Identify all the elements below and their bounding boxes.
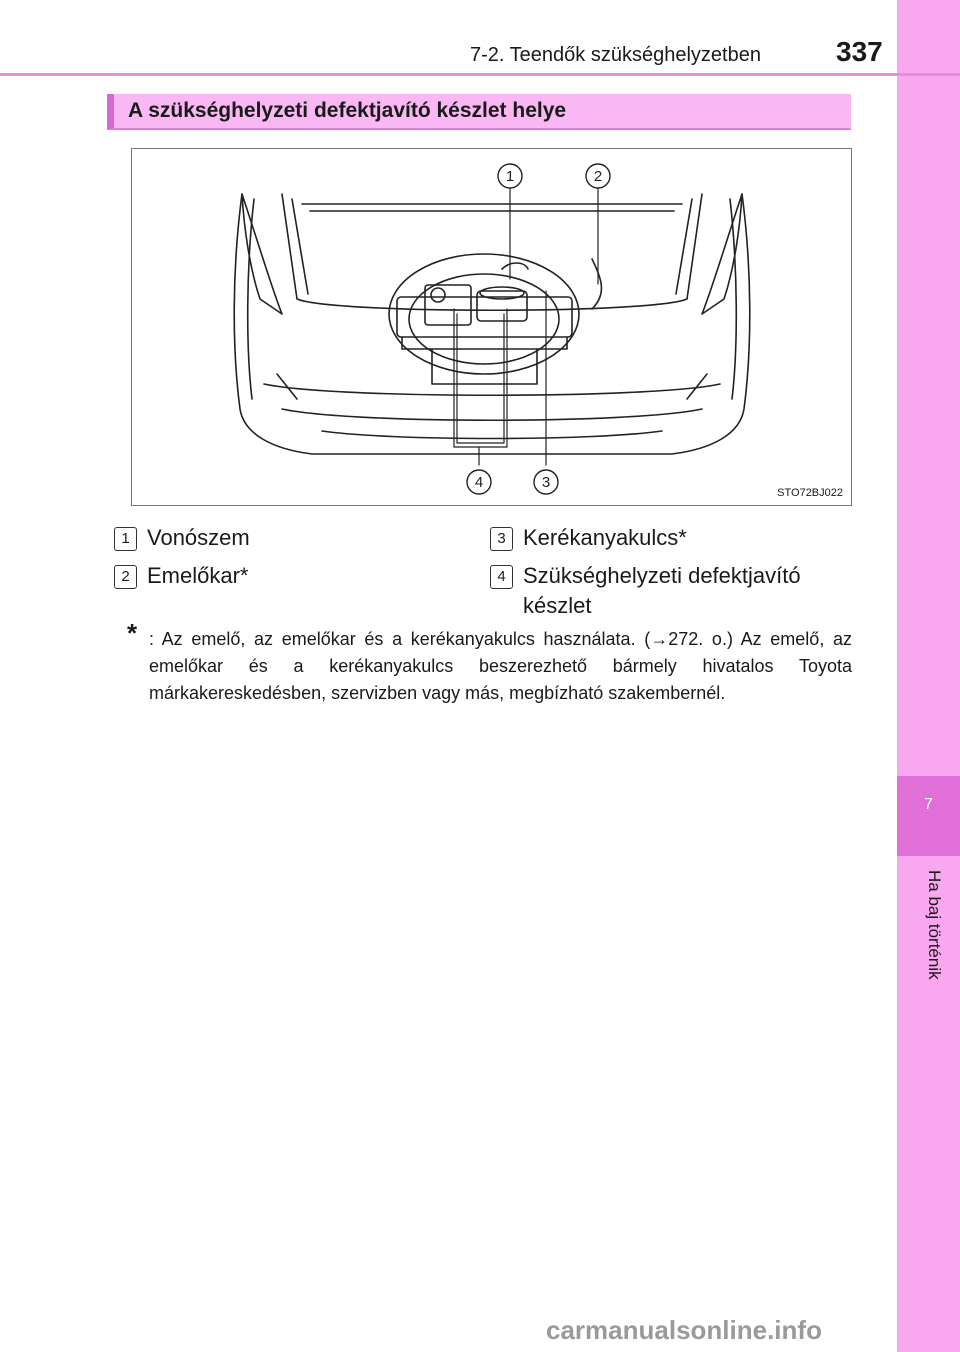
section-heading-bar <box>107 94 851 130</box>
legend-label-2: Emelőkar* <box>147 563 249 588</box>
legend-item-3 <box>490 522 687 554</box>
chapter-number-box <box>897 776 960 856</box>
legend-label-4-line2: készlet <box>523 593 592 618</box>
spare-tire-well <box>389 254 579 374</box>
callout-2-label: 2 <box>593 168 603 185</box>
legend-number-4: 4 <box>490 565 513 589</box>
header-rule <box>0 73 960 76</box>
footnote-marker: * <box>127 618 138 648</box>
legend-item-1 <box>114 522 250 554</box>
legend-label-1: Vonószem <box>147 525 250 550</box>
chapter-title: Ha baj történik <box>925 870 944 980</box>
legend-number-2: 2 <box>114 565 137 589</box>
legend-label-3: Kerékanyakulcs* <box>523 525 687 550</box>
trunk-illustration <box>131 148 852 506</box>
legend-item-2 <box>114 560 248 592</box>
tow-eye <box>502 263 528 269</box>
section-title: A szükséghelyzeti defektjavító készlet helye <box>128 99 567 122</box>
chapter-number: 7 <box>924 796 933 813</box>
watermark: carmanualsonline.info <box>546 1315 822 1345</box>
legend-number-1: 1 <box>114 527 137 551</box>
footnote <box>127 618 852 707</box>
car-rear-trunk-drawing <box>132 149 851 505</box>
callout-3-label: 3 <box>541 474 551 491</box>
rear-bumper <box>264 384 720 395</box>
legend-number-3: 3 <box>490 527 513 551</box>
legend-item-4 <box>490 560 801 592</box>
page-number: 337 <box>836 36 883 67</box>
callout-1-label: 1 <box>505 168 515 185</box>
footnote-text: : Az emelő, az emelőkar és a kerékanyakulcs használata. (→272. o.) Az emelő, az emelőkar és a kerékanyakulcs beszerezhető bármely hivatalos Toyota márkakereskedésben, szervizben vagy más, megbízható szakembernél. <box>149 629 852 703</box>
car-body-outline <box>234 194 750 454</box>
figure-code: STO72BJ022 <box>777 487 843 499</box>
callout-4-label: 4 <box>474 474 484 491</box>
jack-handle <box>592 259 601 309</box>
header-section-title: 7-2. Teendők szükséghelyzetben <box>470 44 761 66</box>
legend-label-4: Szükséghelyzeti defektjavító <box>523 563 801 588</box>
chapter-side-tab <box>897 0 960 1352</box>
